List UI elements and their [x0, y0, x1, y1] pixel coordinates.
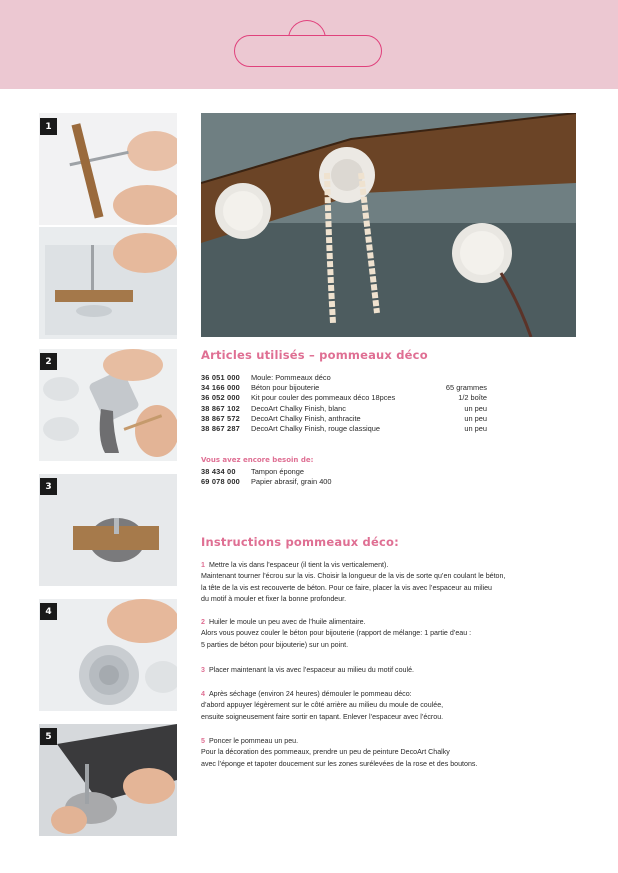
step-badge: 2	[40, 353, 57, 370]
step-4-demould-image	[39, 599, 177, 711]
instruction-line: Mettre la vis dans l’espaceur (il tient la vis verticalement).	[208, 561, 389, 569]
article-number: 38 867 572	[201, 413, 240, 423]
instruction-step	[201, 617, 541, 651]
also-needed-title: Vous avez encore besoin de:	[201, 456, 314, 464]
article-name: Béton pour bijouterie	[251, 383, 320, 393]
instruction-line: Huiler le moule un peu avec de l’huile alimentaire.	[208, 618, 366, 626]
step-1-photo-b	[39, 227, 177, 339]
article-name: DecoArt Chalky Finish, blanc	[251, 403, 346, 413]
instruction-step	[201, 665, 541, 676]
step-1-photo-a	[39, 113, 177, 225]
article-number: 36 052 000	[201, 393, 240, 403]
step-1-screw-spacer-image	[39, 113, 177, 225]
instruction-number: 4	[201, 690, 205, 698]
instruction-number: 3	[201, 666, 205, 674]
article-name: Kit pour couler des pommeaux déco 18pces	[251, 393, 396, 403]
instruction-line: Maintenant tourner l’écrou sur la vis. Choisir la longueur de la vis de sorte qu’en coulant le béton,	[201, 572, 506, 581]
instruction-step	[201, 689, 541, 723]
articles-title: Articles utilisés – pommeaux déco	[201, 348, 428, 362]
article-number: 38 434 00	[201, 467, 236, 476]
step-5-photo	[39, 724, 177, 836]
step-5-sanding-image	[39, 724, 177, 836]
instruction-line: ensuite soigneusement faire sortir en tapant. Enlever l’espaceur avec l’écrou.	[201, 712, 444, 721]
instruction-number: 5	[201, 737, 205, 745]
step-3-photo	[39, 474, 177, 586]
instruction-line: Après séchage (environ 24 heures) démouler le pommeau déco:	[208, 690, 412, 698]
instruction-line: avec l’éponge et tapoter doucement sur les zones surélevées de la rose et des boutons.	[201, 759, 478, 768]
article-name: DecoArt Chalky Finish, rouge classique	[251, 423, 380, 433]
article-name: Moule: Pommeaux déco	[251, 373, 331, 382]
article-qty: 1/2 boîte	[458, 393, 487, 403]
article-number: 38 867 287	[201, 423, 240, 433]
instruction-line: Placer maintenant la vis avec l’espaceur au milieu du motif coulé.	[208, 666, 414, 674]
instruction-line: d’abord appuyer légèrement sur le côté arrière au milieu du moule de coulée,	[201, 701, 444, 710]
instruction-line: du motif à mouler et fixer la bonne profondeur.	[201, 595, 347, 604]
article-name: Papier abrasif, grain 400	[251, 477, 332, 487]
article-number: 38 867 102	[201, 403, 240, 413]
instruction-number: 1	[201, 561, 205, 569]
article-qty: un peu	[464, 413, 487, 423]
article-number: 36 051 000	[201, 373, 240, 382]
step-4-photo	[39, 599, 177, 711]
step-2-photo	[39, 349, 177, 461]
article-qty: un peu	[464, 403, 487, 413]
instruction-line: la tête de la vis est recouverte de béton. Pour ce faire, placer la vis avec l’espaceur au milieu	[201, 583, 492, 592]
step-2-pouring-concrete-image	[39, 349, 177, 461]
instruction-number: 2	[201, 618, 205, 626]
instruction-step	[201, 560, 541, 606]
step-3-spacer-on-mould-image	[39, 474, 177, 586]
instruction-line: Alors vous pouvez couler le béton pour bijouterie (rapport de mélange: 1 partie d’eau :	[201, 629, 472, 638]
step-1-mould-image	[39, 227, 177, 339]
article-name: Tampon éponge	[251, 467, 305, 476]
step-badge: 1	[40, 118, 57, 135]
instructions-title: Instructions pommeaux déco:	[201, 535, 399, 549]
article-qty: 65 grammes	[445, 383, 487, 393]
instruction-step	[201, 736, 541, 770]
article-number: 69 078 000	[201, 477, 240, 487]
step-badge: 5	[40, 728, 57, 745]
article-number: 34 166 000	[201, 383, 240, 393]
step-badge: 3	[40, 478, 57, 495]
article-qty: un peu	[464, 423, 487, 433]
hero-photo	[201, 113, 576, 337]
instruction-line: Pour la décoration des pommeaux, prendre un peu de peinture DecoArt Chalky	[201, 748, 450, 757]
instruction-line: Poncer le pommeau un peu.	[208, 737, 299, 745]
coat-rack-image	[201, 113, 576, 337]
article-name: DecoArt Chalky Finish, anthracite	[251, 413, 361, 423]
step-badge: 4	[40, 603, 57, 620]
instruction-line: 5 parties de béton pour bijouterie) sur un point.	[201, 640, 349, 649]
